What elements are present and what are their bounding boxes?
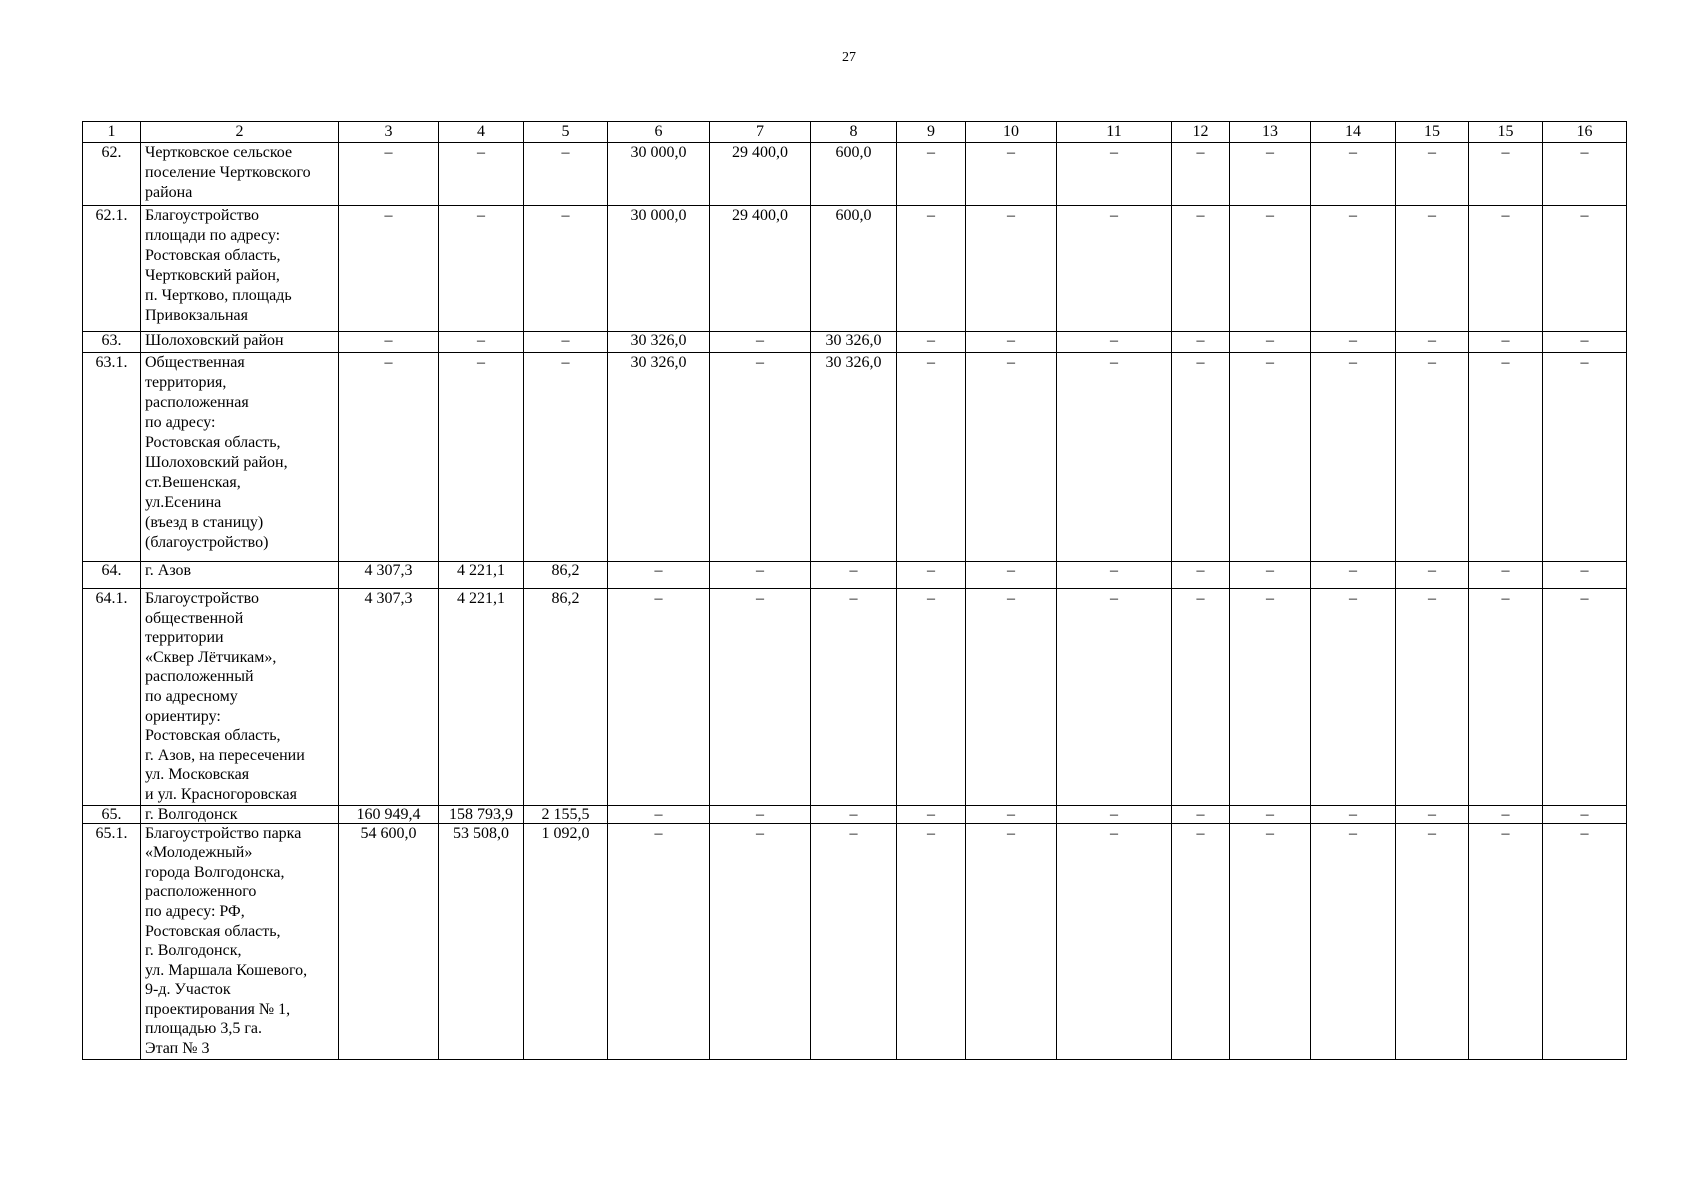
value-cell: – (1172, 332, 1230, 353)
value-cell: – (1396, 562, 1469, 589)
value-cell: – (1230, 353, 1311, 562)
value-cell: – (524, 332, 608, 353)
value-cell: 30 326,0 (811, 353, 897, 562)
header-cell: 7 (710, 122, 811, 143)
row-name-cell (141, 332, 339, 353)
row-name-line: расположенная (145, 394, 249, 411)
value-cell: – (1469, 332, 1543, 353)
value-cell: – (1230, 206, 1311, 332)
row-name-line: ул. Московская (145, 766, 250, 784)
row-name-line: «Сквер Лётчикам», (145, 648, 277, 666)
value-cell: – (966, 332, 1057, 353)
value-cell: – (1230, 562, 1311, 589)
row-name-line: Общественная (145, 354, 245, 371)
row-name-line: Ростовская область, (145, 247, 281, 264)
row-name-line: площади по адресу: (145, 227, 281, 244)
header-cell: 5 (524, 122, 608, 143)
row-name-line: 9-д. Участок (145, 981, 231, 999)
value-cell: 600,0 (811, 206, 897, 332)
table-row (83, 332, 1627, 353)
value-cell: – (1396, 353, 1469, 562)
row-name-cell (141, 562, 339, 589)
value-cell: – (1396, 332, 1469, 353)
value-cell: – (897, 332, 966, 353)
header-cell: 11 (1057, 122, 1172, 143)
value-cell: – (1311, 805, 1396, 823)
value-cell: – (710, 823, 811, 1059)
value-cell: – (966, 206, 1057, 332)
value-cell: – (439, 332, 524, 353)
row-name-line: Чертковский район, (145, 267, 280, 284)
row-name-line: Этап № 3 (145, 1040, 210, 1058)
row-name-line: площадью 3,5 га. (145, 1020, 263, 1038)
header-cell: 10 (966, 122, 1057, 143)
row-name-line: г. Азов, на пересечении (145, 746, 305, 764)
value-cell: – (1057, 353, 1172, 562)
value-cell: – (710, 332, 811, 353)
value-cell: – (439, 353, 524, 562)
row-number-cell: 64. (83, 562, 141, 589)
row-name-line: (въезд в станицу) (145, 514, 264, 531)
value-cell: – (1469, 562, 1543, 589)
value-cell: 30 326,0 (608, 353, 710, 562)
value-cell: – (1172, 143, 1230, 206)
row-name-line: Привокзальная (145, 307, 248, 324)
value-cell: – (339, 206, 439, 332)
value-cell: 4 307,3 (339, 562, 439, 589)
value-cell: – (1396, 143, 1469, 206)
value-cell: – (1172, 353, 1230, 562)
value-cell: – (811, 562, 897, 589)
value-cell: – (897, 353, 966, 562)
table-row (83, 823, 1627, 1059)
value-cell: – (1543, 823, 1627, 1059)
header-cell: 13 (1230, 122, 1311, 143)
value-cell: – (1230, 332, 1311, 353)
row-name-cell (141, 805, 339, 823)
value-cell: – (1543, 589, 1627, 806)
header-cell: 15 (1469, 122, 1543, 143)
value-cell: – (966, 805, 1057, 823)
value-cell: – (439, 206, 524, 332)
value-cell: 86,2 (524, 562, 608, 589)
value-cell: 86,2 (524, 589, 608, 806)
row-name-line: Ростовская область, (145, 434, 281, 451)
row-name-line: территории (145, 629, 224, 647)
value-cell: – (1172, 206, 1230, 332)
value-cell: – (710, 805, 811, 823)
row-name-cell (141, 143, 339, 206)
value-cell: – (1543, 353, 1627, 562)
value-cell: – (1172, 562, 1230, 589)
value-cell: – (1396, 823, 1469, 1059)
value-cell: – (1311, 353, 1396, 562)
value-cell: – (1311, 823, 1396, 1059)
row-name-line: Ростовская область, (145, 922, 281, 940)
value-cell: – (897, 143, 966, 206)
value-cell: – (1311, 332, 1396, 353)
row-name-cell (141, 589, 339, 806)
value-cell: – (524, 143, 608, 206)
value-cell: 2 155,5 (524, 805, 608, 823)
value-cell: – (897, 823, 966, 1059)
value-cell: – (1543, 143, 1627, 206)
header-cell: 15 (1396, 122, 1469, 143)
value-cell: – (339, 353, 439, 562)
row-number-cell: 63. (83, 332, 141, 353)
value-cell: – (1469, 353, 1543, 562)
table-row (83, 562, 1627, 589)
value-cell: 4 221,1 (439, 589, 524, 806)
header-cell: 9 (897, 122, 966, 143)
value-cell: – (1311, 143, 1396, 206)
value-cell: – (966, 562, 1057, 589)
header-cell: 8 (811, 122, 897, 143)
header-cell: 3 (339, 122, 439, 143)
row-name-line: Шолоховский район, (145, 454, 288, 471)
value-cell: 158 793,9 (439, 805, 524, 823)
table-row (83, 143, 1627, 206)
value-cell: – (524, 206, 608, 332)
budget-table (82, 121, 1627, 1060)
row-name-line: расположенного (145, 883, 257, 901)
value-cell: 30 000,0 (608, 143, 710, 206)
value-cell: – (1396, 805, 1469, 823)
row-name-line: района (145, 184, 193, 201)
value-cell: 4 221,1 (439, 562, 524, 589)
row-number-cell: 62.1. (83, 206, 141, 332)
value-cell: – (1543, 332, 1627, 353)
value-cell: – (966, 353, 1057, 562)
value-cell: 1 092,0 (524, 823, 608, 1059)
table-row (83, 589, 1627, 806)
value-cell: – (1543, 562, 1627, 589)
row-number-cell: 65.1. (83, 823, 141, 1059)
row-name-line: ул. Маршала Кошевого, (145, 961, 308, 979)
row-name-line: «Молодежный» (145, 844, 253, 862)
value-cell: – (966, 823, 1057, 1059)
value-cell: – (1230, 805, 1311, 823)
value-cell: – (608, 805, 710, 823)
value-cell: – (897, 562, 966, 589)
row-name-line: ст.Вешенская, (145, 474, 241, 491)
row-name-line: Благоустройство (145, 207, 260, 224)
header-cell: 6 (608, 122, 710, 143)
value-cell: 29 400,0 (710, 143, 811, 206)
value-cell: – (1396, 206, 1469, 332)
value-cell: – (811, 589, 897, 806)
row-name-line: и ул. Красногоровская (145, 785, 297, 803)
value-cell: – (608, 823, 710, 1059)
table-row (83, 206, 1627, 332)
page-number: 27 (842, 50, 856, 65)
row-name-line: п. Чертково, площадь (145, 287, 292, 304)
header-cell: 16 (1543, 122, 1627, 143)
value-cell: – (966, 143, 1057, 206)
row-name-line: по адресу: РФ, (145, 902, 245, 920)
row-name-line: общественной (145, 609, 244, 627)
value-cell: – (1057, 589, 1172, 806)
value-cell: – (1230, 589, 1311, 806)
value-cell: – (439, 143, 524, 206)
row-number-cell: 64.1. (83, 589, 141, 806)
value-cell: – (1543, 206, 1627, 332)
value-cell: 4 307,3 (339, 589, 439, 806)
value-cell: – (524, 353, 608, 562)
row-name-line: поселение Чертковского (145, 164, 311, 181)
value-cell: – (1230, 823, 1311, 1059)
value-cell: 600,0 (811, 143, 897, 206)
value-cell: 30 326,0 (811, 332, 897, 353)
table-row (83, 805, 1627, 823)
value-cell: – (608, 589, 710, 806)
value-cell: – (966, 589, 1057, 806)
value-cell: – (1311, 206, 1396, 332)
value-cell: 160 949,4 (339, 805, 439, 823)
table-row (83, 353, 1627, 562)
value-cell: – (1057, 332, 1172, 353)
value-cell: – (1469, 143, 1543, 206)
row-name-line: ориентиру: (145, 707, 221, 725)
table-body (83, 143, 1627, 1060)
row-name-cell (141, 206, 339, 332)
header-row (83, 122, 1627, 143)
value-cell: – (1057, 805, 1172, 823)
value-cell: – (1057, 143, 1172, 206)
value-cell: – (1057, 823, 1172, 1059)
row-name-line: Шолоховский район (145, 332, 284, 349)
value-cell: – (1172, 823, 1230, 1059)
value-cell: – (1311, 562, 1396, 589)
row-name-line: Ростовская область, (145, 727, 281, 745)
value-cell: – (1172, 589, 1230, 806)
header-cell: 14 (1311, 122, 1396, 143)
value-cell: 29 400,0 (710, 206, 811, 332)
value-cell: – (710, 562, 811, 589)
value-cell: – (1230, 143, 1311, 206)
row-name-line: г. Волгодонск (145, 805, 238, 823)
value-cell: – (1311, 589, 1396, 806)
row-name-line: Благоустройство парка (145, 824, 302, 842)
value-cell: – (1057, 206, 1172, 332)
row-name-cell (141, 823, 339, 1059)
row-number-cell: 63.1. (83, 353, 141, 562)
row-name-line: по адресному (145, 687, 238, 705)
row-name-line: ул.Есенина (145, 494, 222, 511)
value-cell: – (710, 589, 811, 806)
header-cell: 12 (1172, 122, 1230, 143)
value-cell: – (339, 332, 439, 353)
row-name-line: проектирования № 1, (145, 1000, 291, 1018)
row-name-line: г. Азов (145, 562, 192, 579)
value-cell: – (1469, 206, 1543, 332)
value-cell: 53 508,0 (439, 823, 524, 1059)
value-cell: – (1172, 805, 1230, 823)
header-cell: 1 (83, 122, 141, 143)
value-cell: – (1396, 589, 1469, 806)
row-name-line: (благоустройство) (145, 534, 269, 551)
row-name-line: Благоустройство (145, 590, 260, 607)
value-cell: – (1469, 589, 1543, 806)
row-name-line: г. Волгодонск, (145, 942, 242, 960)
value-cell: – (897, 206, 966, 332)
value-cell: – (1057, 562, 1172, 589)
value-cell: – (811, 805, 897, 823)
header-cell: 4 (439, 122, 524, 143)
row-number-cell: 62. (83, 143, 141, 206)
value-cell: – (1469, 805, 1543, 823)
header-cell: 2 (141, 122, 339, 143)
value-cell: – (339, 143, 439, 206)
row-name-line: территория, (145, 374, 227, 391)
row-name-cell (141, 353, 339, 562)
row-name-line: расположенный (145, 668, 254, 686)
row-name-line: Чертковское сельское (145, 144, 293, 161)
value-cell: – (897, 589, 966, 806)
row-number-cell: 65. (83, 805, 141, 823)
value-cell: – (710, 353, 811, 562)
value-cell: – (1543, 805, 1627, 823)
row-name-line: города Волгодонска, (145, 863, 285, 881)
value-cell: – (608, 562, 710, 589)
value-cell: 30 326,0 (608, 332, 710, 353)
value-cell: – (897, 805, 966, 823)
value-cell: 30 000,0 (608, 206, 710, 332)
row-name-line: по адресу: (145, 414, 216, 431)
value-cell: – (1469, 823, 1543, 1059)
value-cell: – (811, 823, 897, 1059)
value-cell: 54 600,0 (339, 823, 439, 1059)
